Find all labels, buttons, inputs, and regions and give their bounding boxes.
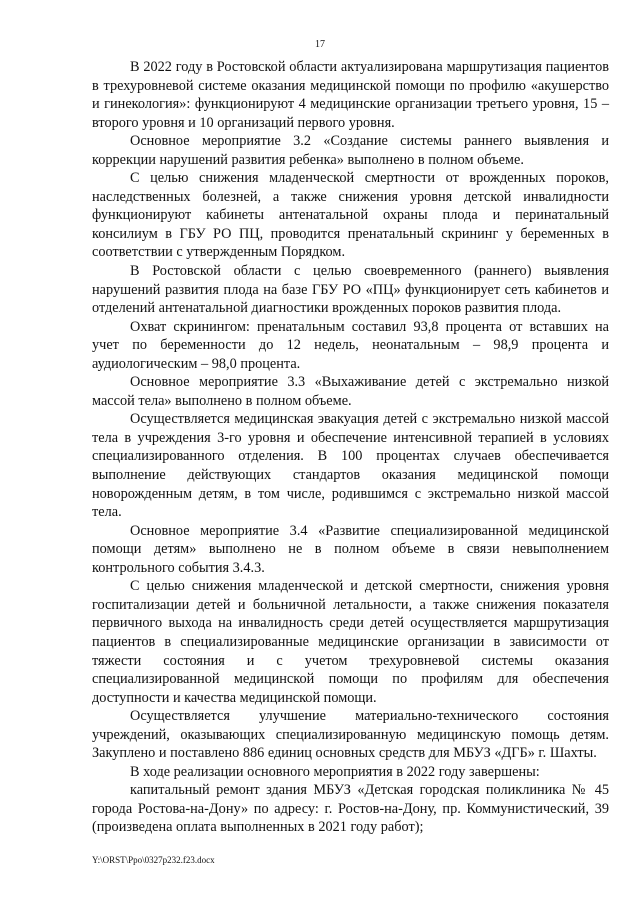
paragraph-routing-obstetrics: В 2022 году в Ростовской области актуализирована маршрутизация пациентов в трехуровневой системе оказания медицинской помощи по профилю «акушерство и гинекология»: функционируют 4 медицинские организации третьего уровня, 15 – второго уровня и 10 организаций первого уровня. [92,59,609,131]
paragraph-early-detection: В Ростовской области с целью своевременного (раннего) выявления нарушений развития плода на базе ГБУ РО «ПЦ» функционирует сеть кабинетов и отделений антенатальной диагностики врожденных пороков развития плода. [92,263,609,317]
paragraph-activity-3-2: Основное мероприятие 3.2 «Создание системы раннего выявления и коррекции нарушений развития ребенка» выполнено в полном объеме. [92,133,609,168]
paragraph-infant-mortality: С целью снижения младенческой смертности от врожденных пороков, наследственных болезней, а также снижения уровня детской инвалидности функционируют кабинеты антенатальной охраны плода и перинатальный консилиум в ГБУ РО ПЦ, проводится пренатальный скрининг у беременных в соответствии с утвержденным Порядком. [92,170,609,261]
page-number: 17 [315,39,325,50]
paragraph-completed-intro: В ходе реализации основного мероприятия в 2022 году завершены: [130,763,540,780]
document-body [92,58,609,837]
paragraph-capital-repair: капитальный ремонт здания МБУЗ «Детская городская поликлиника № 45 города Ростова-на-Дону» по адресу: г. Ростов-на-Дону, пр. Коммунистический, 39 (произведена оплата выполненных в 2021 году работ); [92,782,609,836]
paragraph-child-mortality: С целью снижения младенческой и детской смертности, снижения уровня госпитализации детей и больничной летальности, а также снижения показателя первичного выхода на инвалидность среди детей осуществляется маршрутизация пациентов в специализированные медицинские организации в зависимости от тяжести состояния и с учетом трехуровневой системы оказания специализированной медицинской помощи по профилям для обеспечения доступности и качества медицинской помощи. [92,578,609,706]
paragraph-medical-evacuation: Осуществляется медицинская эвакуация детей с экстремально низкой массой тела в учреждения 3-го уровня и обеспечение интенсивной терапией в условиях специализированного отделения. В 100 процентах случаев обеспечивается выполнение действующих стандартов оказания медицинской помощи новорожденным детям, в том числе, родившимся с экстремально низкой массой тела. [92,411,609,521]
paragraph-activity-3-4: Основное мероприятие 3.4 «Развитие специализированной медицинской помощи детям» выполнено не в полном объеме в связи невыполнением контрольного события 3.4.3. [92,522,609,576]
paragraph-screening-coverage: Охват скринингом: пренатальным составил 93,8 процента от вставших на учет по беременности до 12 недель, неонатальным – 98,9 процента и аудиологическим – 98,0 процента. [92,318,609,372]
paragraph-equipment: Осуществляется улучшение материально-технического состояния учреждений, оказывающих специализированную медицинскую помощь детям. Закуплено и поставлено 886 единиц основных средств для МБУЗ «ДГБ» г. Шахты. [92,708,609,762]
footer-file-path: Y:\ORST\Ppo\0327p232.f23.docx [92,855,215,865]
paragraph-activity-3-3: Основное мероприятие 3.3 «Выхаживание детей с экстремально низкой массой тела» выполнено в полном объеме. [92,374,609,409]
